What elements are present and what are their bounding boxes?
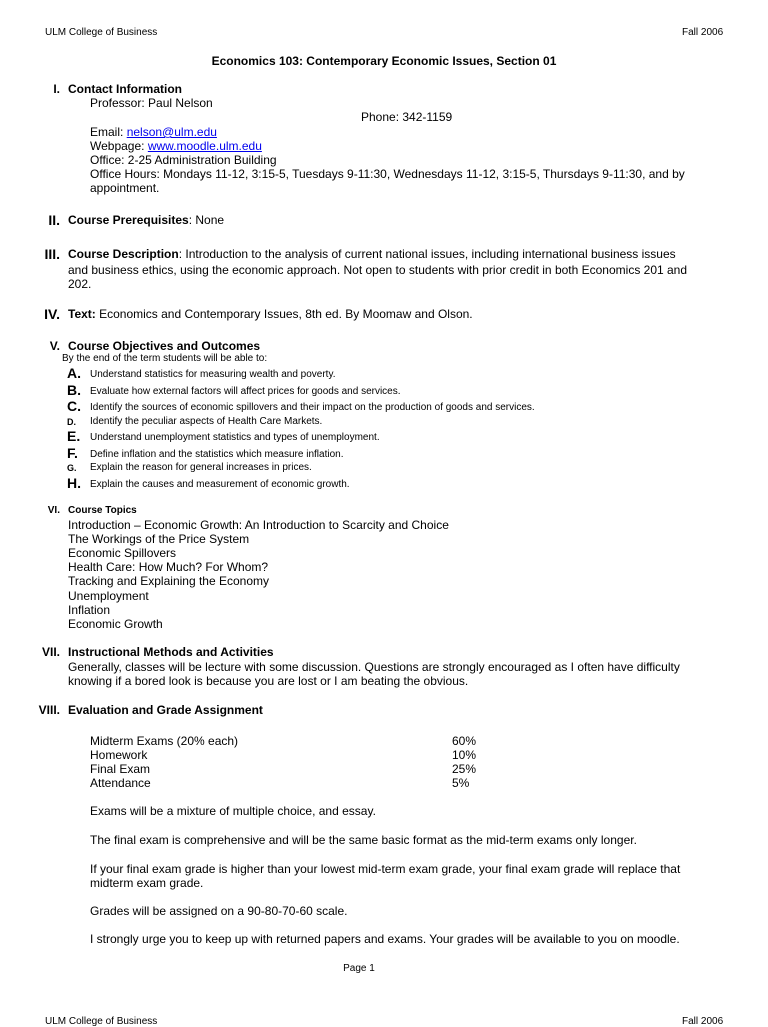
- objective-letter-h: H.: [67, 475, 81, 491]
- grade-item: Final Exam: [90, 762, 151, 776]
- objective-letter-d: D.: [67, 417, 76, 427]
- text-heading: Text:: [68, 307, 96, 321]
- next-page-header-right: Fall 2006: [682, 1016, 724, 1027]
- professor-line: Professor: Paul Nelson: [90, 96, 213, 110]
- office-line: Office: 2-25 Administration Building: [90, 153, 277, 167]
- objective-letter-f: F.: [67, 445, 78, 461]
- grade-row: [90, 734, 510, 748]
- topics-heading: Course Topics: [68, 505, 137, 516]
- section-numeral-i: I.: [53, 82, 60, 96]
- objectives-intro: By the end of the term students will be able to:: [62, 353, 268, 364]
- objective-letter-c: C.: [67, 398, 81, 414]
- grade-pct: 60%: [452, 734, 477, 748]
- topic-item: The Workings of the Price System: [68, 532, 250, 546]
- phone-line: Phone: 342-1159: [361, 110, 453, 124]
- topic-item: Introduction – Economic Growth: An Introduction to Scarcity and Choice: [68, 518, 449, 532]
- text-value: Economics and Contemporary Issues, 8th ed. By Moomaw and Olson.: [95, 307, 473, 321]
- grade-item: Attendance: [90, 776, 151, 790]
- email-label: Email:: [90, 125, 127, 139]
- page-title: Economics 103: Contemporary Economic Issues, Section 01: [211, 54, 557, 68]
- evaluation-paragraph-final: The final exam is comprehensive and will be the same basic format as the mid-term exams only longer.: [90, 833, 637, 847]
- methods-line2: knowing if a bored look is because you are lost or I am beating the obvious.: [68, 674, 469, 688]
- objective-letter-b: B.: [67, 382, 81, 398]
- page-number: Page 1: [343, 963, 375, 974]
- next-page-header-left: ULM College of Business: [45, 1016, 158, 1027]
- description-line2: and business ethics, using the economic approach. Not open to students with prior credit in both Economics 201 and: [68, 263, 688, 277]
- objective-letter-a: A.: [67, 365, 81, 381]
- text-line: [68, 307, 473, 321]
- objective-letter-e: E.: [67, 428, 81, 444]
- objective-text-e: Understand unemployment statistics and types of unemployment.: [90, 432, 380, 443]
- objective-text-d: Identify the peculiar aspects of Health Care Markets.: [90, 416, 323, 427]
- topic-item: Tracking and Explaining the Economy: [68, 574, 269, 588]
- objective-text-h: Explain the causes and measurement of economic growth.: [90, 479, 350, 490]
- evaluation-paragraph-moodle: I strongly urge you to keep up with returned papers and exams. Your grades will be available to you on moodle.: [90, 932, 680, 946]
- section-numeral-viii: VIII.: [38, 703, 60, 717]
- webpage-line: [90, 139, 262, 153]
- email-line: [90, 125, 217, 139]
- grade-pct: 5%: [452, 776, 470, 790]
- grade-row: [90, 748, 510, 762]
- topic-item: Economic Spillovers: [68, 546, 177, 560]
- evaluation-paragraph-replace-line1: If your final exam grade is higher than your lowest mid-term exam grade, your final exam grade will replace that: [90, 862, 681, 876]
- section-numeral-ii: II.: [48, 212, 60, 228]
- grade-pct: 10%: [452, 748, 477, 762]
- contact-heading: Contact Information: [68, 82, 182, 96]
- description-heading: Course Description: [68, 247, 179, 261]
- header-right: Fall 2006: [682, 27, 724, 38]
- office-hours-line1: Office Hours: Mondays 11-12, 3:15-5, Tuesdays 9-11:30, Wednesdays 11-12, 3:15-5, Thursdays 9-11:30, and by: [90, 167, 685, 181]
- prereq-line: [68, 213, 224, 227]
- objectives-heading: Course Objectives and Outcomes: [68, 339, 261, 353]
- webpage-label: Webpage:: [90, 139, 148, 153]
- description-text1: : Introduction to the analysis of current national issues, including international business issues: [178, 247, 676, 261]
- evaluation-paragraph-replace-line2: midterm exam grade.: [90, 876, 204, 890]
- section-numeral-vii: VII.: [41, 645, 60, 659]
- grade-row: [90, 762, 510, 776]
- topic-item: Inflation: [68, 603, 111, 617]
- topic-item: Unemployment: [68, 589, 149, 603]
- evaluation-heading: Evaluation and Grade Assignment: [68, 703, 263, 717]
- webpage-link[interactable]: www.moodle.ulm.edu: [147, 139, 262, 153]
- grade-pct: 25%: [452, 762, 477, 776]
- topic-item: Economic Growth: [68, 617, 163, 631]
- topic-item: Health Care: How Much? For Whom?: [68, 560, 269, 574]
- prereq-heading: Course Prerequisites: [68, 213, 189, 227]
- grade-item: Midterm Exams (20% each): [90, 734, 239, 748]
- objective-text-g: Explain the reason for general increases in prices.: [90, 462, 312, 473]
- evaluation-paragraph-scale: Grades will be assigned on a 90-80-70-60 scale.: [90, 904, 348, 918]
- prereq-text: : None: [188, 213, 225, 227]
- grade-item: Homework: [90, 748, 148, 762]
- description-line1: [68, 247, 676, 261]
- methods-heading: Instructional Methods and Activities: [68, 645, 274, 659]
- description-line3: 202.: [68, 277, 92, 291]
- methods-line1: Generally, classes will be lecture with some discussion. Questions are strongly encouraged as I often have difficulty: [68, 660, 680, 674]
- section-numeral-v: V.: [49, 339, 60, 353]
- grade-row: [90, 776, 510, 790]
- objective-text-f: Define inflation and the statistics which measure inflation.: [90, 449, 344, 460]
- section-numeral-iv: IV.: [44, 306, 60, 322]
- objective-text-c: Identify the sources of economic spillovers and their impact on the production of goods and services.: [90, 402, 535, 413]
- section-numeral-iii: III.: [44, 246, 60, 262]
- email-link[interactable]: nelson@ulm.edu: [126, 125, 217, 139]
- header-left: ULM College of Business: [45, 27, 158, 38]
- section-numeral-vi: VI.: [47, 505, 60, 516]
- office-hours-line2: appointment.: [90, 181, 160, 195]
- objective-letter-g: G.: [67, 463, 77, 473]
- objective-text-a: Understand statistics for measuring wealth and poverty.: [90, 369, 336, 380]
- evaluation-paragraph-exams: Exams will be a mixture of multiple choice, and essay.: [90, 804, 376, 818]
- objective-text-b: Evaluate how external factors will affect prices for goods and services.: [90, 386, 401, 397]
